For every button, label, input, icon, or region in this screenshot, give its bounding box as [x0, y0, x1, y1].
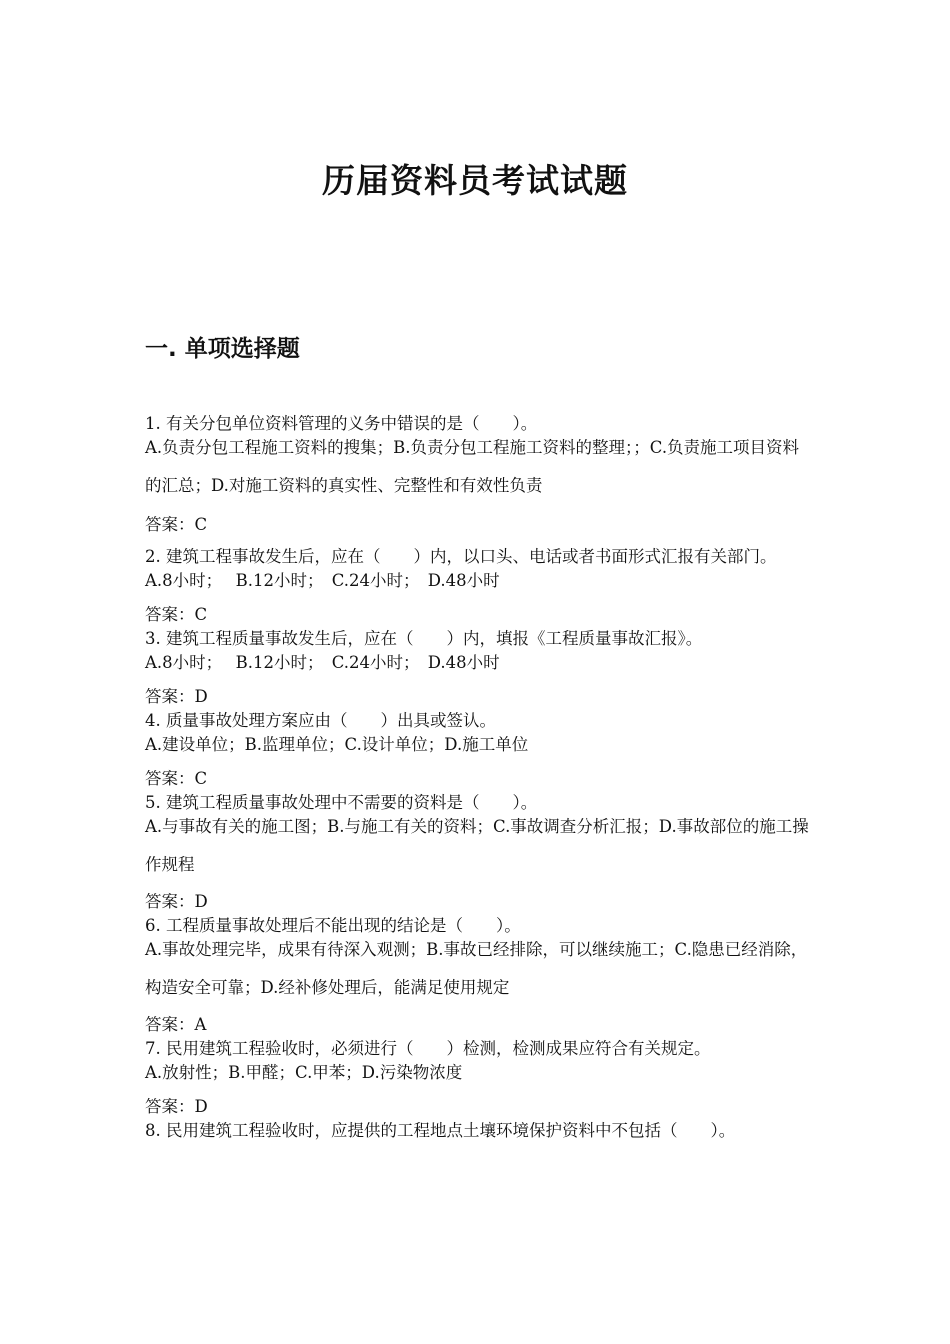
question-answer: 答案：C	[145, 605, 208, 624]
question-stem: 7. 民用建筑工程验收时，必须进行（ ）检测，检测成果应符合有关规定。	[145, 1039, 711, 1058]
question-answer: 答案：D	[145, 892, 208, 911]
question-item	[145, 791, 810, 914]
question-item	[145, 412, 810, 537]
section-title: 一. 单项选择题	[145, 336, 300, 362]
question-stem: 3. 建筑工程质量事故发生后，应在（ ）内，填报《工程质量事故汇报》。	[145, 629, 703, 648]
question-stem: 1. 有关分包单位资料管理的义务中错误的是（ ）。	[145, 414, 538, 433]
question-answer: 答案：A	[145, 1015, 207, 1034]
question-answer: 答案：C	[145, 769, 208, 788]
question-stem: 5. 建筑工程质量事故处理中不需要的资料是（ ）。	[145, 793, 538, 812]
question-item	[145, 914, 810, 1037]
question-answer: 答案：D	[145, 687, 208, 706]
question-options: A.建设单位；B.监理单位；C.设计单位；D.施工单位	[145, 735, 529, 754]
question-item	[145, 709, 810, 791]
question-options: A.事故处理完毕，成果有待深入观测；B.事故已经排除，可以继续施工；C.隐患已经消除，构造安全可靠；D.经补修处理后，能满足使用规定	[145, 940, 808, 997]
question-stem: 2. 建筑工程事故发生后，应在（ ）内，以口头、电话或者书面形式汇报有关部门。	[145, 547, 777, 566]
question-options: A.8小时； B.12小时； C.24小时； D.48小时	[145, 571, 500, 590]
question-item	[145, 545, 810, 627]
question-stem: 8. 民用建筑工程验收时，应提供的工程地点土壤环境保护资料中不包括（ ）。	[145, 1121, 736, 1140]
question-options: A.放射性；B.甲醛；C.甲苯；D.污染物浓度	[145, 1063, 463, 1082]
question-options: A.负责分包工程施工资料的搜集；B.负责分包工程施工资料的整理；；C.负责施工项目资料的汇总；D.对施工资料的真实性、完整性和有效性负责	[145, 438, 800, 495]
question-item	[145, 1119, 810, 1143]
question-answer: 答案：C	[145, 515, 208, 534]
question-options: A.8小时； B.12小时； C.24小时； D.48小时	[145, 653, 500, 672]
question-stem: 4. 质量事故处理方案应由（ ）出具或签认。	[145, 711, 496, 730]
document-title: 历届资料员考试试题	[322, 161, 628, 200]
question-stem: 6. 工程质量事故处理后不能出现的结论是（ ）。	[145, 916, 521, 935]
question-item	[145, 1037, 810, 1119]
question-list	[145, 412, 810, 1143]
question-item	[145, 627, 810, 709]
question-options: A.与事故有关的施工图；B.与施工有关的资料；C.事故调查分析汇报；D.事故部位的施工操作规程	[145, 817, 809, 874]
question-answer: 答案：D	[145, 1097, 208, 1116]
